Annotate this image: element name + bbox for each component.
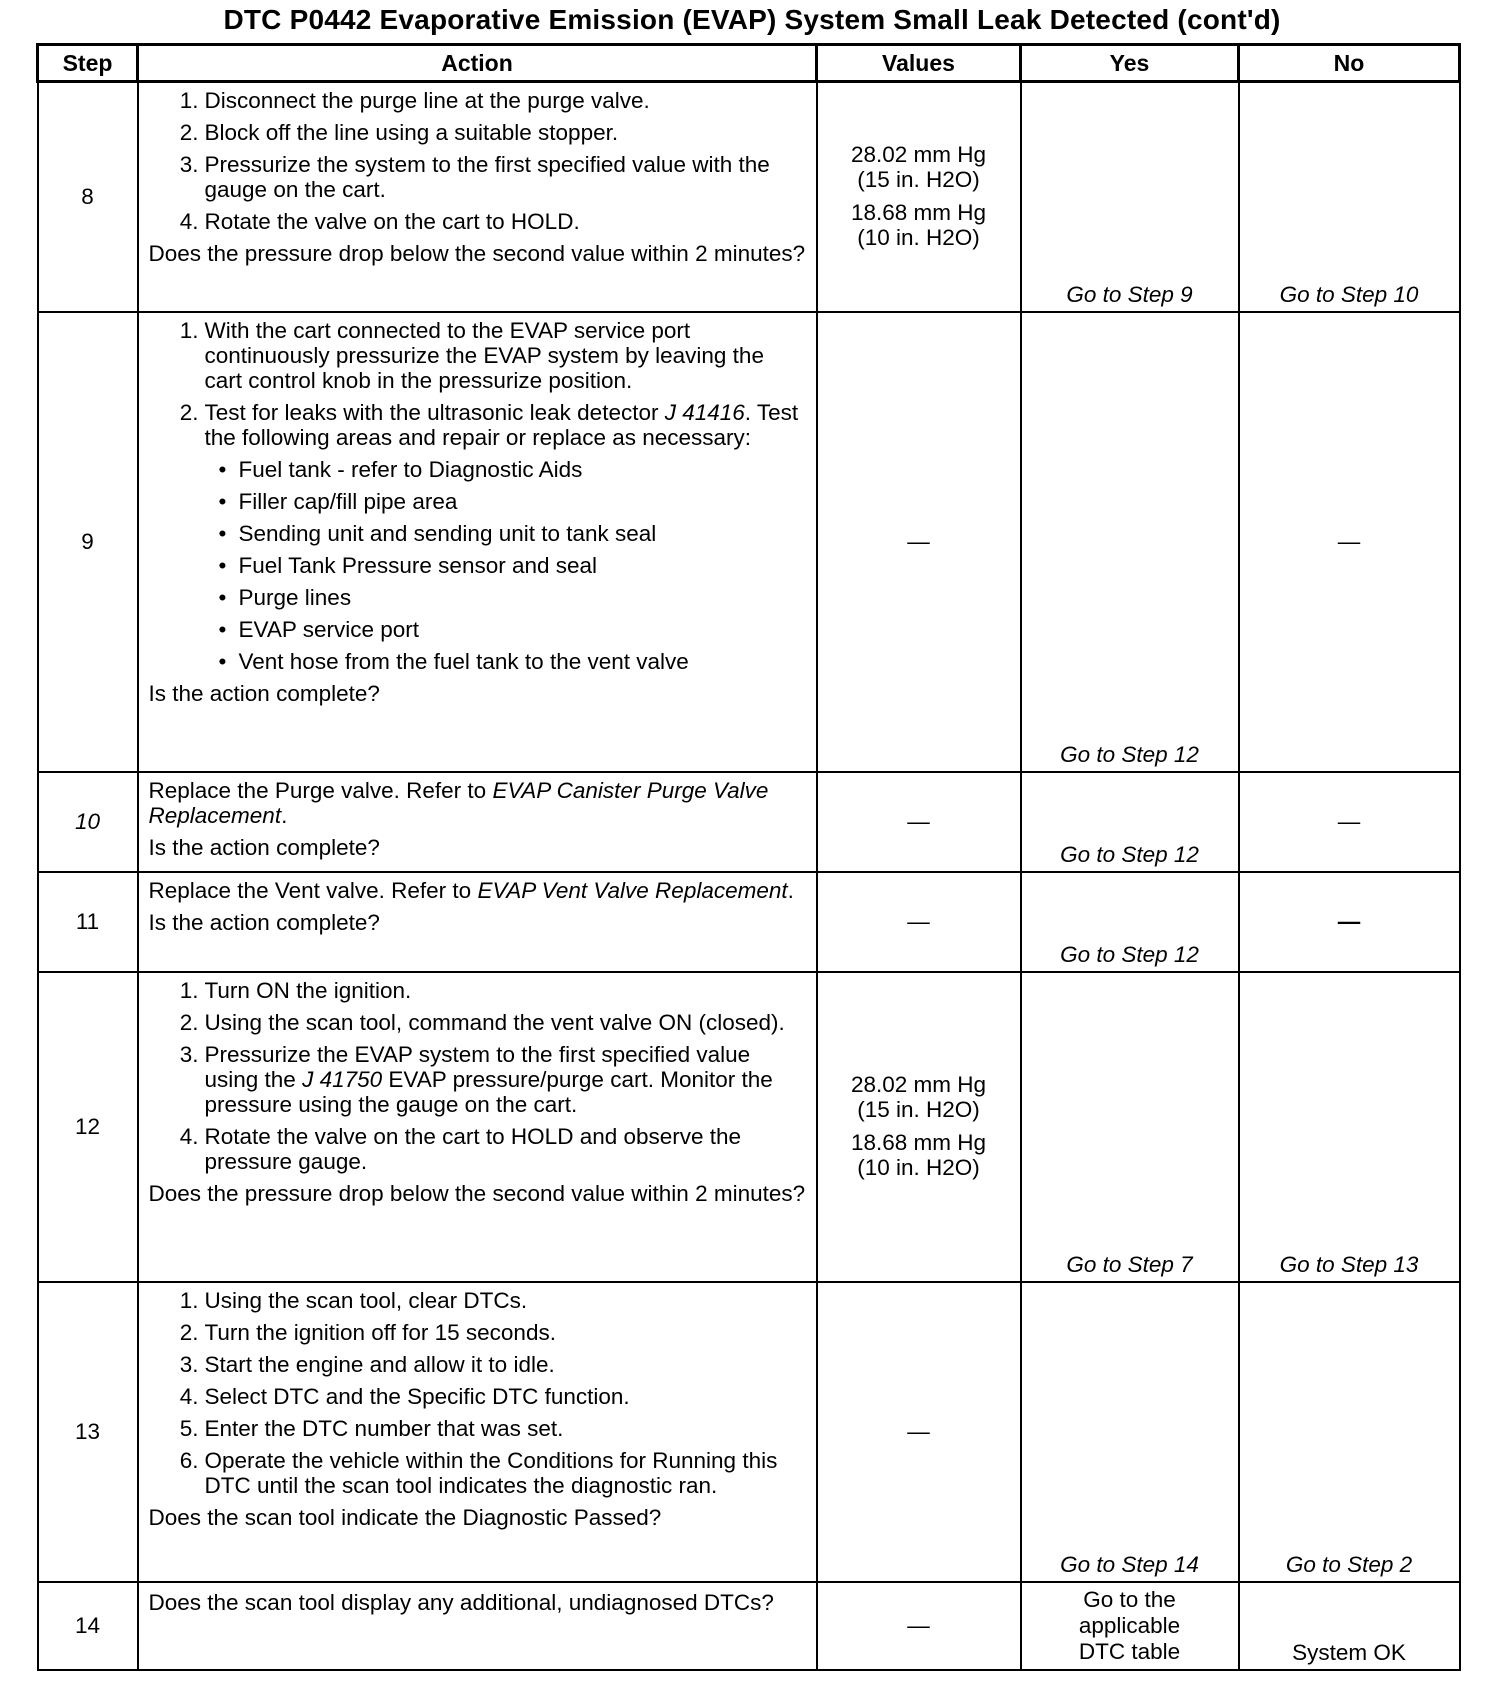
step-number: 8 — [38, 82, 138, 312]
action-text: Replace the Vent valve. Refer to — [148, 877, 478, 903]
step-number: 10 — [38, 772, 138, 872]
values-cell: — — [817, 872, 1021, 972]
header-action: Action — [138, 45, 817, 82]
procedure-reference: EVAP Vent Valve Replacement — [477, 877, 788, 903]
action-item-suffix: EVAP pressure/purge cart. Monitor the pressure using the gauge on the cart. — [204, 1066, 773, 1117]
bullet-item: Filler cap/fill pipe area — [238, 488, 458, 514]
action-cell: 1. Turn ON the ignition. 2. Using the scan tool, command the vent valve ON (closed). 3. Pressurize the EVAP system to the first specified value using the J 41750 EVAP pressure/purge cart. Monitor the pressure using the gauge on the cart. 4. Rotate the valve on the cart to HOLD and observe the pressure gauge. Does the pressure drop below the second value within 2 minutes? — [138, 972, 817, 1282]
action-cell — [138, 772, 817, 872]
page-title: DTC P0442 Evaporative Emission (EVAP) System Small Leak Detected (cont'd) — [223, 4, 1281, 35]
yes-goto: Go to Step 7 — [1066, 1251, 1193, 1277]
no-goto: Go to Step 10 — [1279, 281, 1419, 307]
step-number: 11 — [38, 872, 138, 972]
action-item: Pressurize the system to the first specified value with the gauge on the cart. — [204, 152, 770, 202]
values-cell: — — [817, 1582, 1021, 1670]
procedure-reference: EVAP Canister Purge Valve Replacement — [148, 777, 769, 828]
action-question: Does the scan tool indicate the Diagnostic Passed? — [148, 1504, 662, 1530]
header-values: Values — [817, 45, 1021, 82]
action-item-prefix: Test for leaks with the ultrasonic leak detector — [204, 399, 665, 425]
table-row-step-10 — [38, 772, 1460, 872]
yes-cell — [1021, 82, 1239, 312]
yes-goto: Go to Step 12 — [1060, 841, 1199, 867]
action-cell: 1. With the cart connected to the EVAP service port continuously pressurize the EVAP system by leaving the cart control knob in the pressurize position. 2. Test for leaks with the ultrasonic leak detector J 41416. Test the following areas and repair or replace as necessary: • Fuel tank - refer to Diagnostic Aids • Filler cap/fill pipe area • Sending unit and sending unit to tank seal • Fuel Tank Pressure sensor and seal • Purge lines • EVAP service port • Vent hose from the fuel tank to the vent valve Is the action complete? — [138, 312, 817, 772]
action-item: Rotate the valve on the cart to HOLD. — [204, 209, 580, 234]
tool-reference: J 41750 — [302, 1066, 383, 1092]
yes-goto: Go to Step 9 — [1066, 281, 1193, 307]
no-cell: — — [1239, 312, 1460, 772]
header-yes: Yes — [1021, 45, 1239, 82]
action-item: Using the scan tool, command the vent valve ON (closed). — [204, 1009, 785, 1035]
action-question: Is the action complete? — [148, 834, 380, 860]
bullet-item: Fuel tank - refer to Diagnostic Aids — [238, 456, 583, 482]
step-number: 13 — [38, 1282, 138, 1582]
action-cell — [138, 872, 817, 972]
values-cell: — — [817, 772, 1021, 872]
table-row-step-13 — [38, 1282, 1460, 1582]
yes-line: DTC table — [1078, 1638, 1181, 1664]
value-text: (10 in. H2O) — [857, 224, 980, 250]
table-row-step-8 — [38, 82, 1460, 312]
no-goto: Go to Step 2 — [1285, 1551, 1413, 1577]
no-cell — [1239, 1282, 1460, 1582]
values-cell: — — [817, 1282, 1021, 1582]
step-number: 14 — [38, 1582, 138, 1670]
action-item: Block off the line using a suitable stopper. — [204, 120, 619, 145]
table-row-step-12 — [38, 972, 1460, 1282]
yes-cell — [1021, 972, 1239, 1282]
bullet-item: Vent hose from the fuel tank to the vent valve — [238, 648, 689, 674]
tool-reference: J 41416 — [664, 399, 745, 425]
action-text-end: . — [281, 802, 288, 828]
action-text-end: . — [787, 877, 794, 903]
action-item-prefix: Pressurize the EVAP system to the first specified value using the — [204, 1041, 751, 1092]
table-row-step-14 — [38, 1582, 1460, 1670]
bullet-item: Purge lines — [238, 584, 352, 610]
step-number: 9 — [38, 312, 138, 772]
values-cell: — — [817, 312, 1021, 772]
value-text: 18.68 mm Hg — [850, 1129, 987, 1155]
bullet-item: Fuel Tank Pressure sensor and seal — [238, 552, 598, 578]
yes-cell — [1021, 872, 1239, 972]
action-item: Turn the ignition off for 15 seconds. — [204, 1319, 556, 1345]
table-row-step-11 — [38, 872, 1460, 972]
table-header-row — [38, 45, 1460, 82]
value-text: 28.02 mm Hg — [850, 1071, 987, 1097]
bullet-item: EVAP service port — [238, 616, 419, 642]
no-cell — [1239, 1582, 1460, 1670]
yes-cell — [1021, 772, 1239, 872]
action-item: Enter the DTC number that was set. — [204, 1415, 564, 1441]
action-question: Does the scan tool display any additional, undiagnosed DTCs? — [148, 1589, 774, 1615]
value-text: 28.02 mm Hg — [850, 141, 987, 167]
action-item: Operate the vehicle within the Conditions for Running this DTC until the scan tool indicates the diagnostic ran. — [204, 1447, 778, 1498]
yes-goto: Go to Step 12 — [1060, 941, 1199, 967]
action-item: Select DTC and the Specific DTC function. — [204, 1383, 630, 1409]
no-cell — [1239, 82, 1460, 312]
header-step: Step — [38, 45, 138, 82]
action-item-suffix: . Test the following areas and repair or replace as necessary: — [204, 399, 799, 450]
value-text: 18.68 mm Hg — [850, 199, 987, 225]
values-cell — [817, 82, 1021, 312]
value-text: (15 in. H2O) — [857, 1096, 980, 1122]
yes-cell — [1021, 1582, 1239, 1670]
action-cell: 1. Using the scan tool, clear DTCs. 2. Turn the ignition off for 15 seconds. 3. Start the engine and allow it to idle. 4. Select DTC and the Specific DTC function. 5. Enter the DTC number that was set. 6. Operate the vehicle within the Conditions for Running this DTC until the scan tool indicates the diagnostic ran. Does the scan tool indicate the Diagnostic Passed? — [138, 1282, 817, 1582]
action-item: Turn ON the ignition. — [204, 977, 412, 1003]
table-row-step-9 — [38, 312, 1460, 772]
values-cell — [817, 972, 1021, 1282]
value-text: (10 in. H2O) — [857, 1154, 980, 1180]
yes-cell — [1021, 312, 1239, 772]
value-text: (15 in. H2O) — [857, 166, 980, 192]
action-item: With the cart connected to the EVAP service port continuously pressurize the EVAP system by leaving the cart control knob in the pressurize position. — [204, 317, 764, 393]
yes-goto: Go to Step 12 — [1060, 741, 1199, 767]
action-cell: 1. Disconnect the purge line at the purge valve. 2. Block off the line using a suitable stopper. 3. Pressurize the system to the first specified value with the gauge on the cart. 4. Rotate the valve on the cart to HOLD. Does the pressure drop below the second value within 2 minutes? — [138, 82, 817, 312]
action-text: Replace the Purge valve. Refer to — [148, 777, 493, 803]
action-item: Start the engine and allow it to idle. — [204, 1351, 555, 1377]
bullet-item: Sending unit and sending unit to tank seal — [238, 520, 657, 546]
action-question: Does the pressure drop below the second value within 2 minutes? — [148, 1180, 806, 1206]
no-result: System OK — [1292, 1639, 1406, 1665]
action-question: Is the action complete? — [148, 909, 380, 935]
yes-line: Go to the — [1083, 1586, 1176, 1612]
action-question: Does the pressure drop below the second value within 2 minutes? — [148, 241, 806, 266]
yes-multiline — [1022, 1587, 1238, 1665]
action-item: Disconnect the purge line at the purge valve. — [204, 88, 650, 113]
step-number: 12 — [38, 972, 138, 1282]
yes-goto: Go to Step 14 — [1060, 1551, 1199, 1577]
yes-cell — [1021, 1282, 1239, 1582]
no-cell: — — [1239, 872, 1460, 972]
yes-line: applicable — [1078, 1612, 1181, 1638]
action-item: Using the scan tool, clear DTCs. — [204, 1287, 528, 1313]
header-no: No — [1239, 45, 1460, 82]
no-cell — [1239, 972, 1460, 1282]
diagnostic-table — [36, 43, 1461, 1671]
no-cell: — — [1239, 772, 1460, 872]
action-question: Is the action complete? — [148, 680, 380, 706]
no-goto: Go to Step 13 — [1279, 1251, 1419, 1277]
action-item: Rotate the valve on the cart to HOLD and observe the pressure gauge. — [204, 1123, 742, 1174]
action-cell — [138, 1582, 817, 1670]
